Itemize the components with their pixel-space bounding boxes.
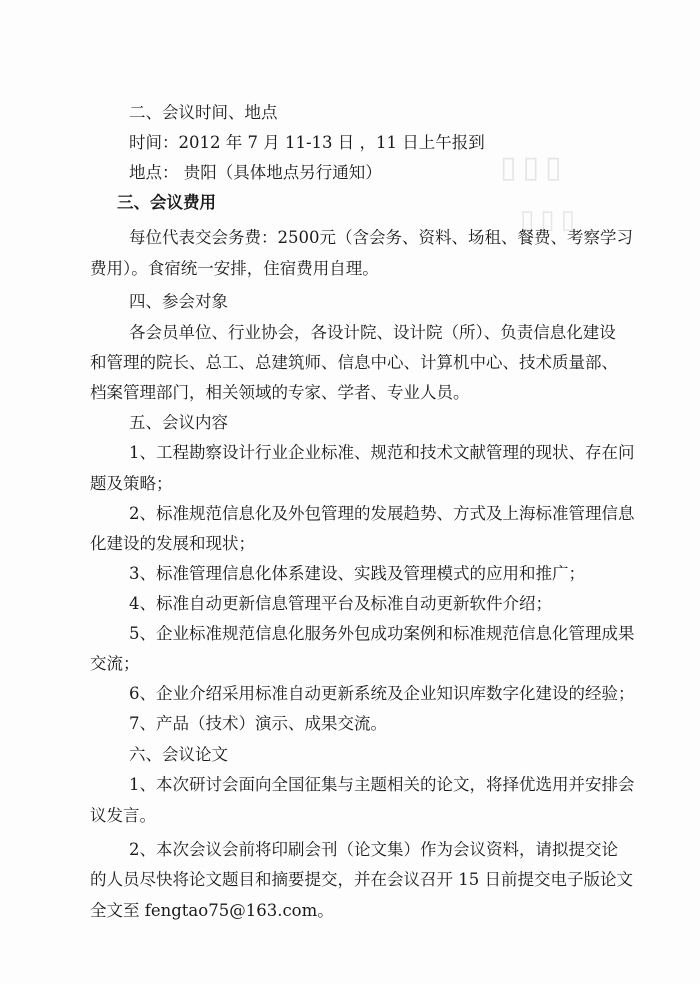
content-item-2-line-2: 化建设的发展和现状； [90,534,255,553]
content-item-7: 7、产品（技术）演示、成果交流。 [129,714,387,733]
show-through-mark: ▯▯▯ [500,150,568,185]
section-heading-fees: 三、会议费用 [117,193,216,212]
section-heading-time-place: 二、会议时间、地点 [129,103,278,122]
content-item-1-line-1: 1、工程勘察设计行业企业标准、规范和技术文献管理的现状、存在问 [129,443,635,462]
attendees-line-3: 档案管理部门，相关领域的专家、学者、专业人员。 [90,383,470,402]
content-item-1-line-2: 题及策略； [90,474,173,493]
section-heading-attendees: 四、参会对象 [129,292,228,311]
papers-item-2-line-3: 全文至 fengtao75@163.com。 [90,901,334,920]
papers-item-2-line-1: 2、本次会议会前将印刷会刊（论文集）作为会议资料，请拟提交论 [129,840,618,859]
meeting-time-line: 时间：2012 年 7 月 11-13 日 ，11 日上午报到 [129,133,485,152]
content-item-6: 6、企业介绍采用标准自动更新系统及企业知识库数字化建设的经验； [129,684,635,703]
attendees-line-2: 和管理的院长、总工、总建筑师、信息中心、计算机中心、技术质量部、 [90,353,618,372]
papers-item-1-line-2: 议发言。 [90,806,156,825]
fees-line-2: 费用）。食宿统一安排，住宿费用自理。 [90,259,379,278]
section-heading-content: 五、会议内容 [129,413,228,432]
fees-line-1: 每位代表交会务费：2500元（含会务、资料、场租、餐费、考察学习 [129,228,633,247]
show-through-mark: ▯▯▯ [520,205,581,235]
content-item-5-line-1: 5、企业标准规范信息化服务外包成功案例和标准规范信息化管理成果 [129,624,635,643]
meeting-place-line: 地点： 贵阳（具体地点另行通知） [129,163,382,182]
content-item-4: 4、标准自动更新信息管理平台及标准自动更新软件介绍； [129,594,552,613]
attendees-line-1: 各会员单位、行业协会，各设计院、设计院（所）、负责信息化建设 [129,323,616,342]
papers-item-1-line-1: 1、本次研讨会面向全国征集与主题相关的论文，将择优选用并安排会 [129,775,635,794]
section-heading-papers: 六、会议论文 [129,745,228,764]
content-item-5-line-2: 交流； [90,654,140,673]
content-item-2-line-1: 2、标准规范信息化及外包管理的发展趋势、方式及上海标准管理信息 [129,504,635,523]
papers-item-2-line-2: 的人员尽快将论文题目和摘要提交，并在会议召开 15 日前提交电子版论文 [90,870,633,889]
content-item-3: 3、标准管理信息化体系建设、实践及管理模式的应用和推广； [129,564,585,583]
